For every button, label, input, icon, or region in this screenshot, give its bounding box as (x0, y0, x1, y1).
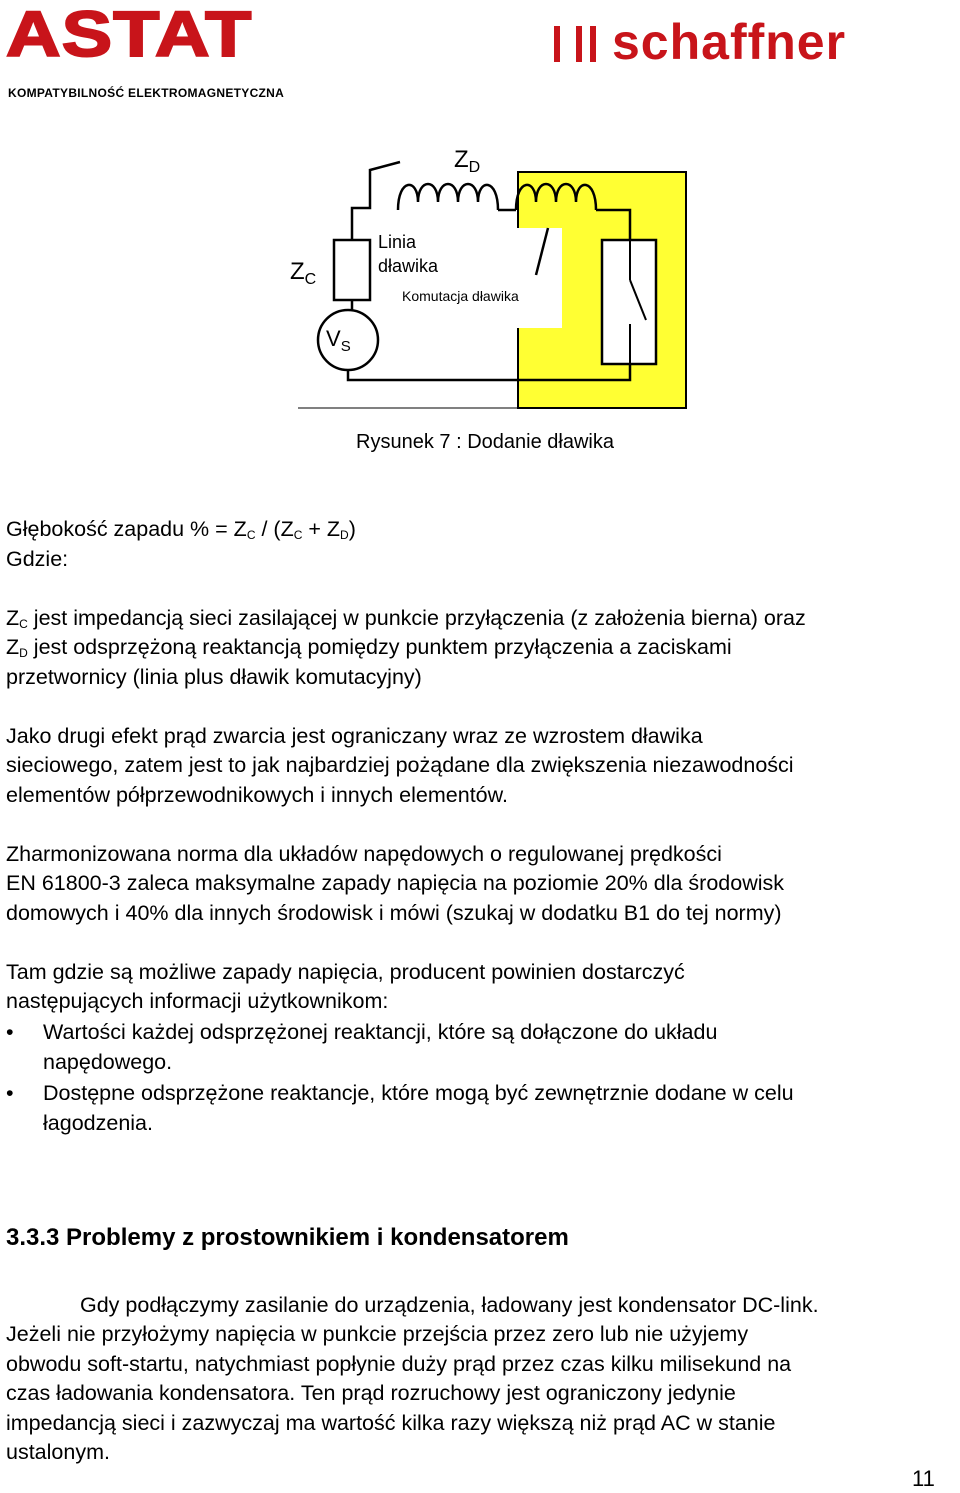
section-heading: 3.3.3 Problemy z prostownikiem i kondensatorem (6, 1224, 569, 1251)
paragraph-effect-line: sieciowego, zatem jest to jak najbardziej pożądane dla zwiększenia niezawodności (6, 753, 794, 777)
definition-line3: przetwornicy (linia plus dławik komutacyjny) (6, 665, 422, 689)
paragraph-rectifier-line: ustalonym. (6, 1440, 110, 1464)
bullet-icon: • (6, 1081, 14, 1105)
label-vs: $V_S$ (326, 326, 351, 355)
paragraph-info-line: Tam gdzie są możliwe zapady napięcia, producent powinien dostarczyć (6, 960, 685, 984)
astat-logo: ASTAT (6, 0, 253, 70)
paragraph-rectifier-line: Gdy podłączymy zasilanie do urządzenia, ładowany jest kondensator DC-link. (80, 1293, 819, 1317)
paragraph-rectifier-line: czas ładowania kondensatora. Ten prąd rozruchowy jest ograniczony jedynie (6, 1381, 736, 1405)
definition-zc: $Z_C$ jest impedancją sieci zasilającej w punkcie przyłączenia (z założenia bierna) oraz (6, 606, 806, 631)
label-komutacja: Komutacja dławika (402, 288, 519, 304)
page-number: 11 (912, 1466, 935, 1491)
astat-tagline: KOMPATYBILNOŚĆ ELEKTROMAGNETYCZNA (8, 86, 285, 100)
definition-zd: $Z_D$ jest odsprzężoną reaktancją pomiędzy punktem przyłączenia a zaciskami (6, 635, 732, 660)
paragraph-effect-line: elementów półprzewodnikowych i innych elementów. (6, 783, 508, 807)
label-zc: $Z_C$ (290, 258, 317, 288)
paragraph-rectifier-line: Jeżeli nie przyłożymy napięcia w punkcie przejścia przez zero lub nie użyjemy (6, 1322, 749, 1346)
formula-line: Głębokość zapadu % = $Z_C / (Z_C + Z_D)$ (6, 517, 356, 542)
paragraph-effect-line: Jako drugi efekt prąd zwarcia jest ograniczany wraz ze wzrostem dławika (6, 724, 703, 748)
circuit-diagram (290, 140, 690, 415)
paragraph-rectifier-line: impedancją sieci i zazwyczaj ma wartość kilka razy większą niż prąd AC w stanie (6, 1411, 776, 1435)
paragraph-norm-line: Zharmonizowana norma dla układów napędowych o regulowanej prędkości (6, 842, 722, 866)
label-linia-dlawika: Linia dławika (378, 232, 439, 276)
schaffner-logo: schaffner (612, 14, 847, 70)
paragraph-rectifier-line: obwodu soft-startu, natychmiast popłynie duży prąd przez czas kilku milisekund na (6, 1352, 792, 1376)
bullet-icon: • (6, 1020, 14, 1044)
formula-where: Gdzie: (6, 547, 69, 571)
label-zd: $Z_D$ (454, 146, 481, 176)
figure-caption: Rysunek 7 : Dodanie dławika (356, 431, 614, 453)
paragraph-norm-line: EN 61800-3 zaleca maksymalne zapady napięcia na poziomie 20% dla środowisk (6, 871, 785, 895)
paragraph-norm-line: domowych i 40% dla innych środowisk i mówi (szukaj w dodatku B1 do tej normy) (6, 901, 782, 925)
paragraph-info-line: następujących informacji użytkownikom: (6, 989, 389, 1013)
